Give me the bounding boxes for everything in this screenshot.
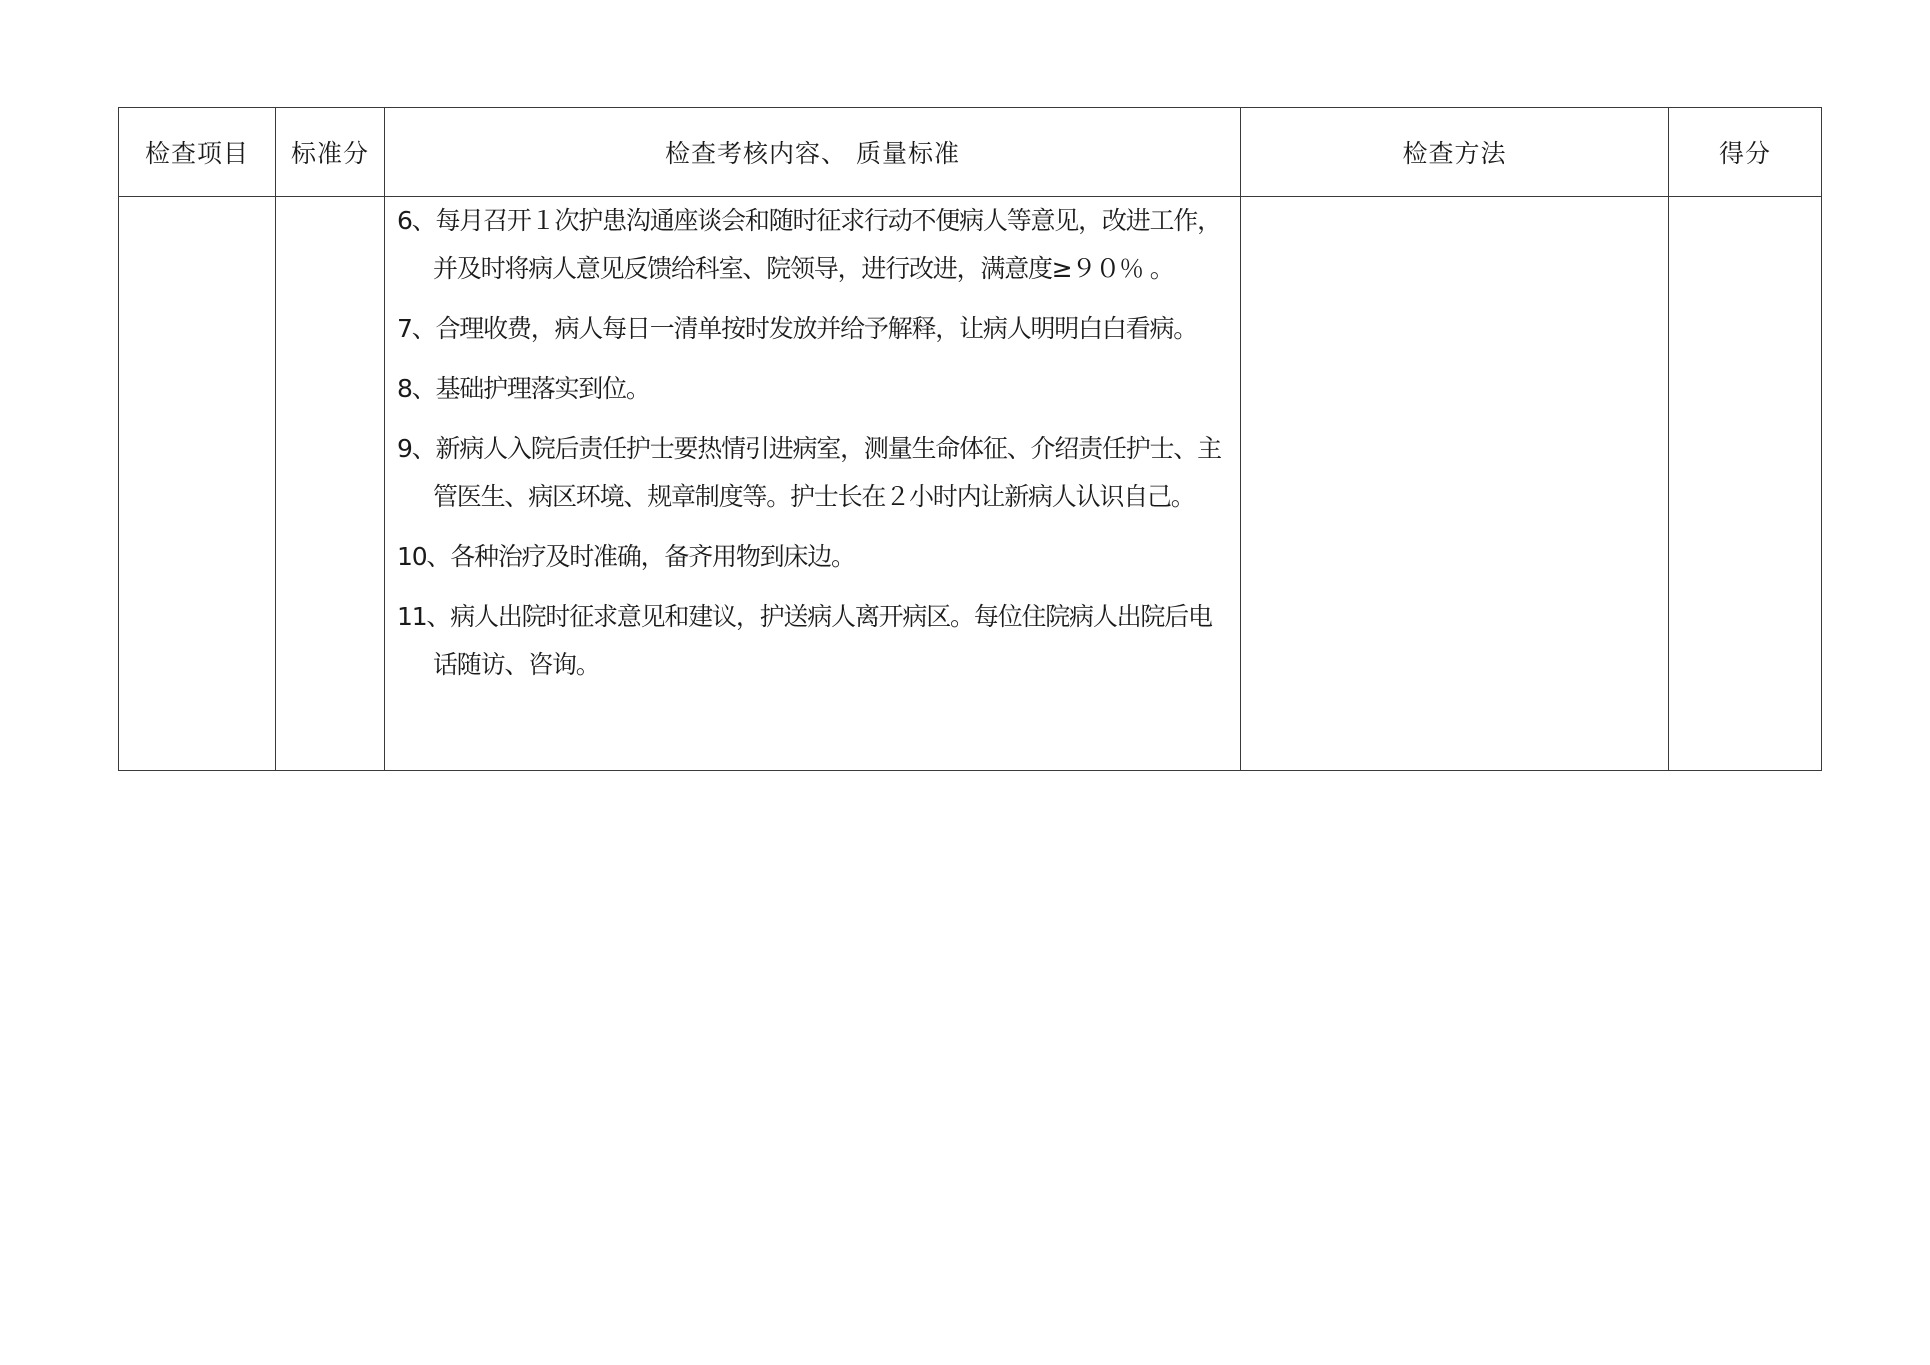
header-standard-score: 标准分 [276,108,385,197]
content-item-7: 7、合理收费，病人每日一清单按时发放并给予解释，让病人明明白白看病。 [397,314,1198,343]
cell-score [1669,197,1822,771]
content-item-8: 8、基础护理落实到位。 [397,374,650,403]
header-content-standard: 检查考核内容、 质量标准 [385,108,1241,197]
header-score: 得分 [1669,108,1822,197]
content-item-10: 10、各种治疗及时准确，备齐用物到床边。 [397,542,855,571]
content-item-9: 9、新病人入院后责任护士要热情引进病室，测量生命体征、介绍责任护士、主管医生、病区环境、规章制度等。护士长在２小时内让新病人认识自己。 [397,434,1221,511]
cell-inspection-method [1241,197,1669,771]
cell-inspection-item [119,197,276,771]
content-item-6: 6、每月召开１次护患沟通座谈会和随时征求行动不便病人等意见，改进工作，并及时将病人意见反馈给科室、院领导，进行改进，满意度≥９０％ 。 [397,206,1221,283]
content-item-list [397,197,1232,689]
table-header-row [119,108,1822,197]
cell-standard-score [276,197,385,771]
inspection-table [118,107,1822,771]
header-inspection-item: 检查项目 [119,108,276,197]
content-item-11: 11、病人出院时征求意见和建议，护送病人离开病区。每位住院病人出院后电话随访、咨询。 [397,602,1212,679]
cell-content-standard [385,197,1241,771]
header-inspection-method: 检查方法 [1241,108,1669,197]
table-row [119,197,1822,771]
